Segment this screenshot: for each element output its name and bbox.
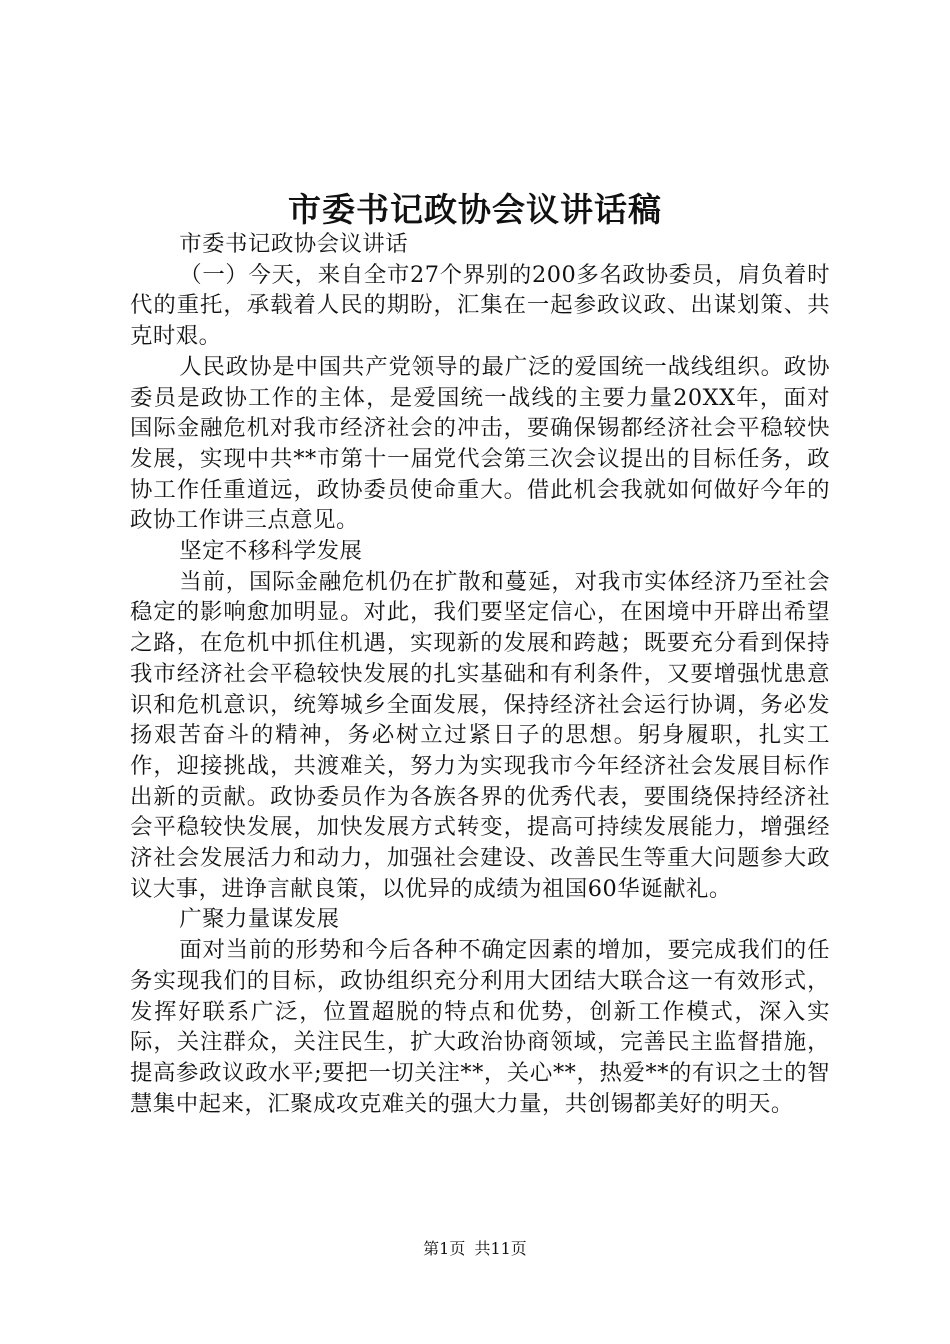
paragraph-opening: （一）今天，来自全市27个界别的200多名政协委员，肩负着时代的重托，承载着人民的期盼，汇集在一起参政议政、出谋划策、共克时艰。: [130, 261, 830, 350]
section-heading-2: 广聚力量谋发展: [179, 906, 340, 933]
document-body: [130, 229, 830, 1119]
paragraph-introduction: 人民政协是中国共产党领导的最广泛的爱国统一战线组织。政协委员是政协工作的主体，是爱国统一战线的主要力量20XX年，面对国际金融危机对我市经济社会的冲击，要确保锡都经济社会平稳较快发展，实现中共**市第十一届党代会第三次会议提出的目标任务，政协工作任重道远，政协委员使命重大。借此机会我就如何做好今年的政协工作讲三点意见。: [130, 353, 830, 534]
paragraph-section-1: 当前，国际金融危机仍在扩散和蔓延，对我市实体经济乃至社会稳定的影响愈加明显。对此，我们要坚定信心，在困境中开辟出希望之路，在危机中抓住机遇，实现新的发展和跨越；既要充分看到保持我市经济社会平稳较快发展的扎实基础和有利条件，又要增强忧患意识和危机意识，统筹城乡全面发展，保持经济社会运行协调，务必发扬艰苦奋斗的精神，务必树立过紧日子的思想。躬身履职，扎实工作，迎接挑战，共渡难关，努力为实现我市今年经济社会发展目标作出新的贡献。政协委员作为各族各界的优秀代表，要围绕保持经济社会平稳较快发展，加快发展方式转变，提高可持续发展能力，增强经济社会发展活力和动力，加强社会建设、改善民生等重大问题参大政议大事，进诤言献良策，以优异的成绩为祖国60华诞献礼。: [130, 568, 830, 902]
section-heading-1: 坚定不移科学发展: [179, 538, 363, 565]
page-number-footer: 第1页 共11页: [423, 1239, 527, 1258]
paragraph-section-2: 面对当前的形势和今后各种不确定因素的增加，要完成我们的任务实现我们的目标，政协组织充分利用大团结大联合这一有效形式，发挥好联系广泛，位置超脱的特点和优势，创新工作模式，深入实际，关注群众，关注民生，扩大政治协商领域，完善民主监督措施，提高参政议政水平;要把一切关注**，关心**，热爱**的有识之士的智慧集中起来，汇聚成攻克难关的强大力量，共创锡都美好的明天。: [130, 937, 830, 1117]
paragraph-subtitle: 市委书记政协会议讲话: [179, 231, 409, 257]
document-title: 市委书记政协会议讲话稿: [288, 190, 662, 229]
